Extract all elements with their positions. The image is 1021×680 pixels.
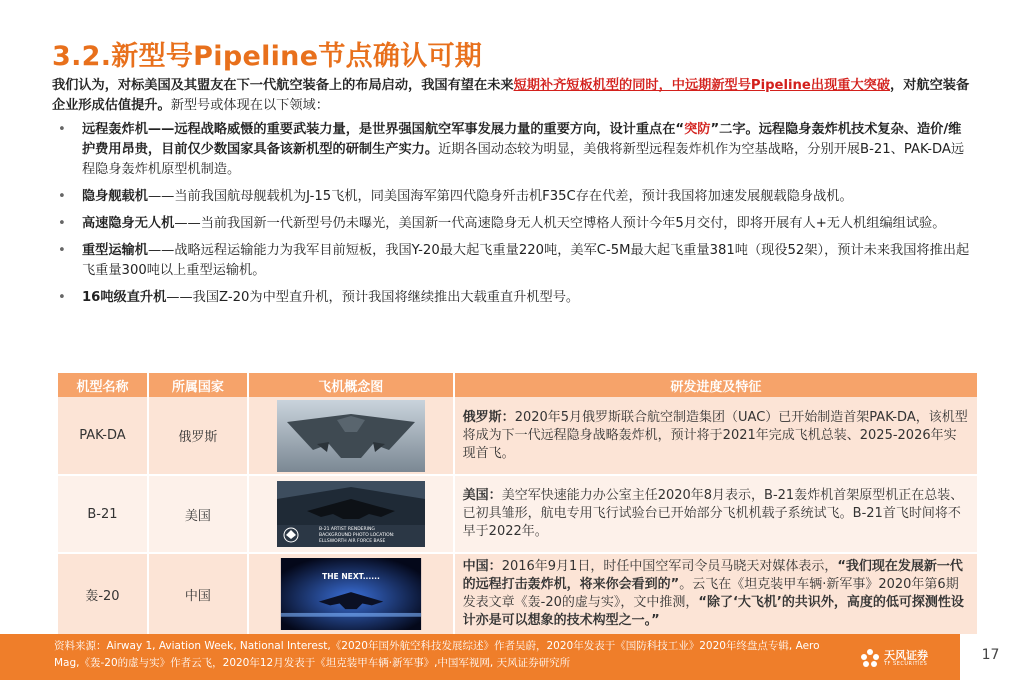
h20-teaser-image xyxy=(277,558,425,630)
bullet-bold-text: ”二字。远程隐身轰炸机技术复杂、造价/维护费用昂贵，目前仅少数国家具备该新机型的研制生产实力。 xyxy=(82,122,962,157)
bullet-list xyxy=(52,120,972,308)
intro-text-2: ，对航空装备企业形成估值提升。 xyxy=(52,78,970,113)
desc-quote: “除了‘大飞机’的共识外，高度的低可探测性设计亦是可以想象的技术构型之一。” xyxy=(462,595,964,628)
intro-highlight: 短期补齐短板机型的同时，中远期新型号Pipeline出现重大突破 xyxy=(513,78,891,93)
cell-model: PAK-DA xyxy=(58,397,148,475)
header-model: 机型名称 xyxy=(58,373,148,397)
logo-text: 天风证券 xyxy=(884,649,928,662)
desc-country: 中国： xyxy=(462,559,502,574)
cell-image xyxy=(248,475,454,553)
cell-country: 俄罗斯 xyxy=(148,397,248,475)
cell-model: 轰-20 xyxy=(58,553,148,635)
bullet-text: ——当前我国航母舰载机为J-15飞机，同美国海军第四代隐身歼击机F35C存在代差，预计我国将加速发展舰载隐身战机。 xyxy=(147,189,853,204)
bullet-head: 重型运输机 xyxy=(82,243,148,258)
header-image: 飞机概念图 xyxy=(248,373,454,397)
desc-quote: “我们现在发展新一代的远程打击轰炸机，将来你会看到的” xyxy=(462,559,963,592)
image-caption: THE NEXT...... xyxy=(321,571,380,581)
bullet-head: 高速隐身无人机 xyxy=(82,216,175,231)
table-header-row xyxy=(58,373,978,397)
header-country: 所属国家 xyxy=(148,373,248,397)
intro-paragraph xyxy=(52,76,972,116)
source-note: 资料来源：Airway 1, Aviation Week, National Interest,《2020年国外航空科技发展综述》作者吴蔚，2020年发表于《国防科技工业》2020年终盘点专辑, Aero Mag,《轰-20的虚与实》作者云飞，2020年12月发表于《坦克装甲车辆·新军事》,中国军视网, 天风证券研究所 xyxy=(54,640,820,669)
bullet-carrier-aircraft xyxy=(52,187,972,207)
cell-image xyxy=(248,397,454,475)
bullet-bomber xyxy=(52,120,972,180)
desc-country: 俄罗斯： xyxy=(462,409,515,425)
pakda-concept-image xyxy=(277,400,425,472)
table-row xyxy=(58,397,978,475)
bullet-head: 远程轰炸机—— xyxy=(82,122,175,137)
bullet-helicopter xyxy=(52,288,972,308)
cell-country: 中国 xyxy=(148,553,248,635)
desc-text: 美空军快速能力办公室主任2020年8月表示，B-21轰炸机首架原型机正在总装、已初具雏形，航电专用飞行试验台已开始部分飞机机载子系统试飞。B-21首飞时间将不早于2022年。 xyxy=(462,488,964,539)
desc-text: 。云飞在《坦克装甲车辆·新军事》2020年第6期发表文章《轰-20的虚与实》，文中推测， xyxy=(462,577,959,610)
b21-rendering-image xyxy=(277,478,425,550)
intro-text-3: 新型号或体现在以下领域： xyxy=(170,98,329,113)
bullet-red-text: 突防 xyxy=(684,122,711,137)
bullet-text: 近期各国动态较为明显，美俄将新型远程轰炸机作为空基战略，分别开展B-21、PAK-DA远程隐身轰炸机原型机制造。 xyxy=(82,142,965,177)
bullet-transport xyxy=(52,241,972,281)
bullet-text: ——当前我国新一代新型号仍未曝光，美国新一代高速隐身无人机天空博格人预计今年5月交付，即将开展有人+无人机组编组试验。 xyxy=(174,216,946,231)
table-row xyxy=(58,553,978,635)
desc-country: 美国： xyxy=(462,488,502,503)
page-number: 17 xyxy=(981,647,1000,663)
cell-image xyxy=(248,553,454,635)
image-caption: BACKGROUND PHOTO LOCATION: xyxy=(318,533,395,538)
desc-text: 2016年9月1日，时任中国空军司令员马晓天对媒体表示， xyxy=(501,559,838,574)
bullet-head: 16吨级直升机 xyxy=(82,290,167,305)
bullet-text: ——战略远程运输能力为我军目前短板，我国Y-20最大起飞重量220吨，美军C-5M最大起飞重量381吨（现役52架），预计未来我国将推出起飞重量300吨以上重型运输机。 xyxy=(82,243,970,278)
cell-model: B-21 xyxy=(58,475,148,553)
bullet-head: 隐身舰载机 xyxy=(82,189,148,204)
bullet-text: ——我国Z-20为中型直升机，预计我国将继续推出大载重直升机型号。 xyxy=(166,290,580,305)
desc-text: 2020年5月俄罗斯联合航空制造集团（UAC）已开始制造首架PAK-DA，该机型将成为下一代远程隐身战略轰炸机，预计将于2021年完成飞机总装、2025-2026年实现首飞。 xyxy=(462,409,968,461)
company-logo xyxy=(860,646,940,672)
content-body xyxy=(52,76,972,315)
intro-text-1: 我们认为，对标美国及其盟友在下一代航空装备上的布局启动，我国有望在未来 xyxy=(52,78,514,93)
bullet-uav xyxy=(52,214,972,234)
cell-country: 美国 xyxy=(148,475,248,553)
bullet-bold-text: 远程战略威慑的重要武装力量，是世界强国航空军事发展力量的重要方向，设计重点在“ xyxy=(174,122,685,137)
cell-progress xyxy=(454,553,978,635)
aircraft-table xyxy=(58,373,979,636)
table-row xyxy=(58,475,978,553)
flower-icon xyxy=(860,648,880,670)
page-number-box xyxy=(960,634,1021,680)
image-caption: ELLSWORTH AIR FORCE BASE xyxy=(318,539,386,544)
cell-progress xyxy=(454,397,978,475)
footer-bar xyxy=(0,634,1021,680)
cell-progress xyxy=(454,475,978,553)
logo-subtext: TF SECURITIES xyxy=(884,661,928,667)
image-caption: B-21 ARTIST RENDERING xyxy=(318,527,375,532)
header-progress: 研发进度及特征 xyxy=(454,373,978,397)
page-title: 3.2.新型号Pipeline节点确认可期 xyxy=(52,41,483,72)
